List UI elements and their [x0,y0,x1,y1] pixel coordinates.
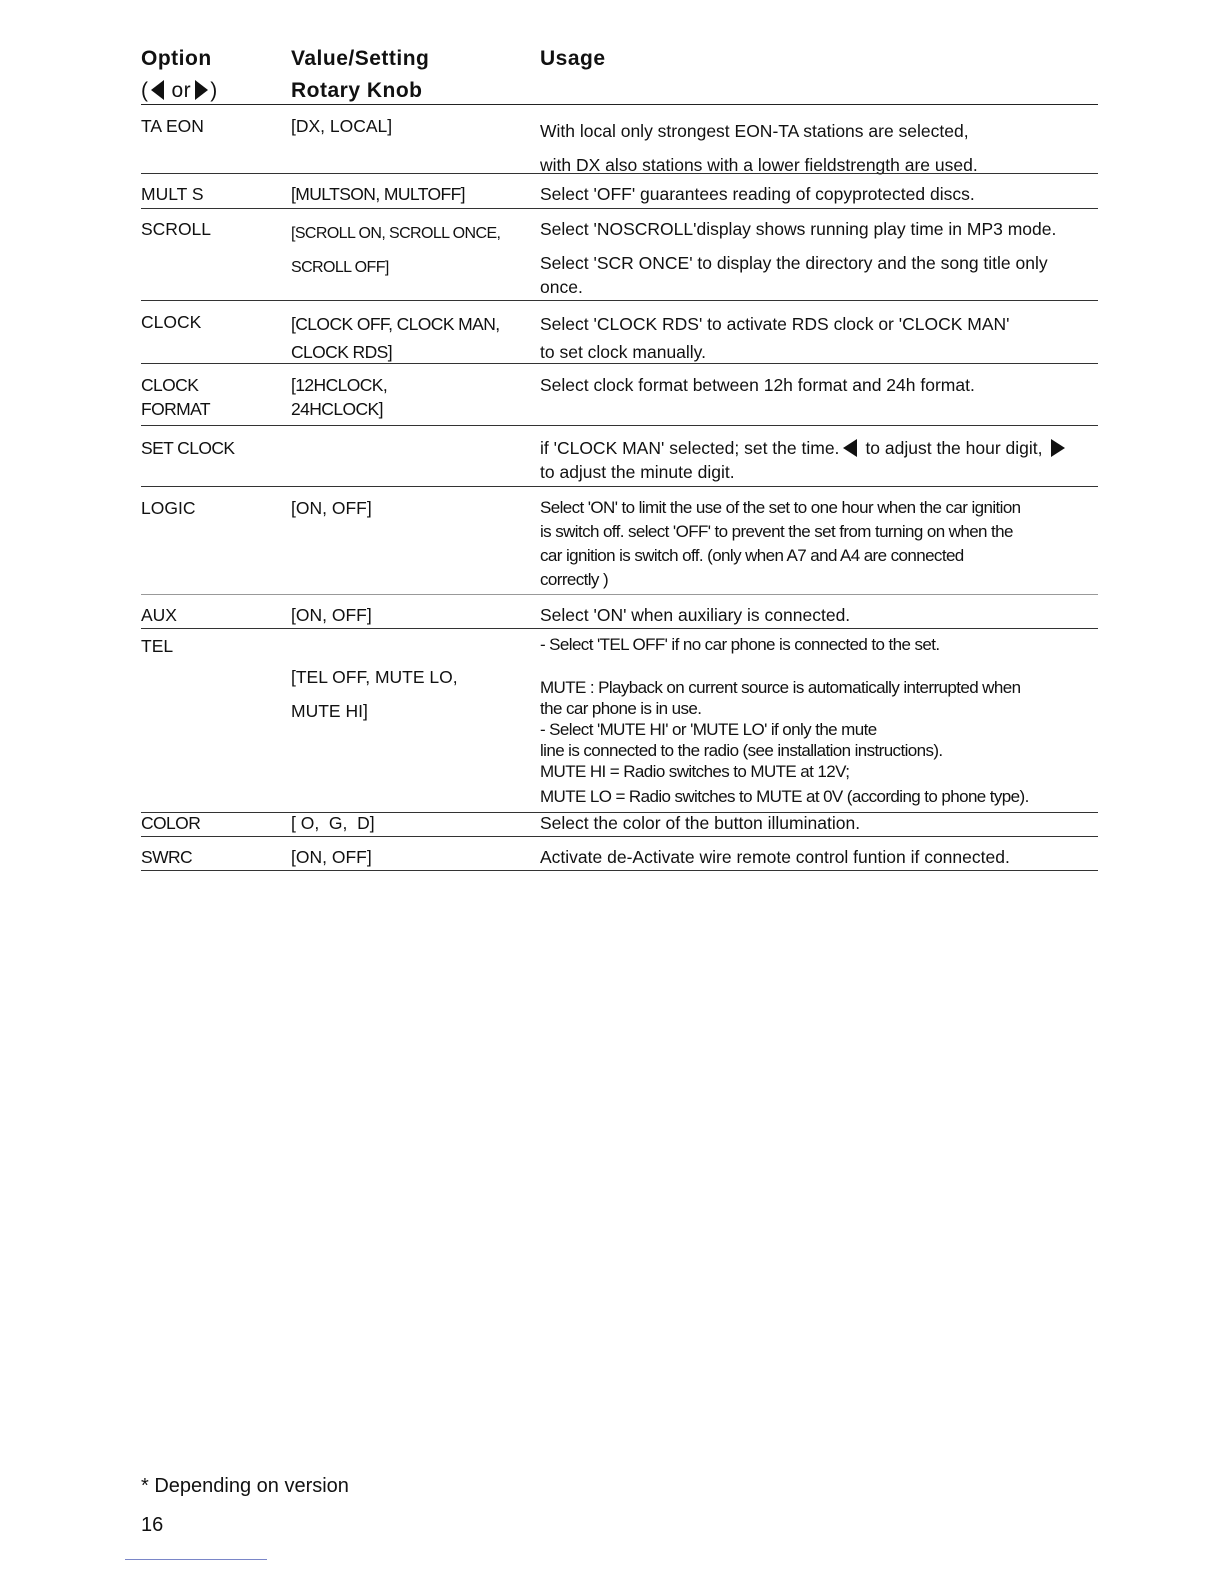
row-divider [141,870,1098,871]
table-row [141,209,1098,301]
usage-cell: Select 'NOSCROLL'display shows running play time in MP3 mode. Select 'SCR ONCE' to display the directory and the song title only once. [540,219,1057,297]
usage-cell: if 'CLOCK MAN' selected; set the time. to adjust the hour digit, to adjust the minute digit. [540,436,1098,484]
value-setting-title: Value/Setting [291,47,430,70]
bottom-rule [125,1559,267,1560]
value-cell: [MULTSON, MULTOFF] [291,184,465,204]
table-row [141,813,1098,837]
value-cell: [ON, OFF] [291,498,372,518]
option-cell: TEL [141,636,174,656]
footnote: * Depending on version [141,1475,349,1497]
option-cell: TA EON [141,116,204,136]
table-row [141,426,1098,487]
arrow-left-icon [151,80,164,100]
value-cell: [ O, G, D] [291,813,375,833]
arrow-right-icon [1051,439,1065,457]
usage-cell: Select 'CLOCK RDS' to activate RDS clock or 'CLOCK MAN' to set clock manually. [540,314,1010,362]
option-cell: CLOCK [141,312,202,332]
option-cell: MULT S [141,184,204,204]
value-cell: [CLOCK OFF, CLOCK MAN, CLOCK RDS] [291,314,500,362]
table-row [141,629,1098,813]
usage-cell: With local only strongest EON-TA stations are selected, with DX also stations with a lower fieldstrength are used. [540,121,978,175]
usage-cell: Activate de-Activate wire remote control funtion if connected. [540,847,1010,867]
value-cell: [12HCLOCK, 24HCLOCK] [291,375,388,419]
option-cell: CLOCK FORMAT [141,375,210,419]
table-row [141,595,1098,629]
value-cell: [DX, LOCAL] [291,116,393,136]
usage-cell: Select 'ON' to limit the use of the set to one hour when the car ignition is switch off. select 'OFF' to prevent the set from turning on when the car ignition is switch off. (only when A7 and A4 are connected correctly ) [540,498,1021,589]
table-row [141,837,1098,871]
value-cell: [ON, OFF] [291,605,372,625]
table-row [141,301,1098,364]
option-cell: SWRC [141,847,193,867]
usage-cell: Select clock format between 12h format and 24h format. [540,375,975,395]
value-cell: [ON, OFF] [291,847,372,867]
rotary-knob-title: Rotary Knob [291,79,423,102]
option-cell: AUX [141,605,177,625]
option-header [141,47,212,71]
usage-cell: Select 'ON' when auxiliary is connected. [540,605,851,625]
table-row [141,364,1098,426]
usage-title: Usage [540,47,606,70]
option-subheader: ( or ) [141,79,218,102]
option-cell: SCROLL [141,219,212,239]
usage-cell: - Select 'TEL OFF' if no car phone is connected to the set. MUTE : Playback on current source is automatically interrupted when the car phone is in use. - Select 'MUTE HI' or 'MUTE LO' if only the mute line is connected to the radio (see installation instructions). MUTE HI = Radio switches to MUTE at 12V; MUTE LO = Radio switches to MUTE at 0V (according to phone type). [540,635,1029,806]
option-cell: COLOR [141,813,201,833]
value-cell: [TEL OFF, MUTE LO, MUTE HI] [291,667,458,721]
page-number: 16 [141,1514,164,1536]
table-row [141,487,1098,595]
option-title: Option [141,47,212,70]
value-cell: [SCROLL ON, SCROLL ONCE, SCROLL OFF] [291,225,501,276]
usage-cell: Select 'OFF' guarantees reading of copyprotected discs. [540,184,975,204]
arrow-left-icon [843,439,857,457]
option-cell: LOGIC [141,498,196,518]
table-row [141,105,1098,174]
table-row [141,174,1098,209]
option-cell: SET CLOCK [141,438,235,458]
arrow-right-icon [195,80,208,100]
usage-cell: Select the color of the button illumination. [540,813,861,833]
